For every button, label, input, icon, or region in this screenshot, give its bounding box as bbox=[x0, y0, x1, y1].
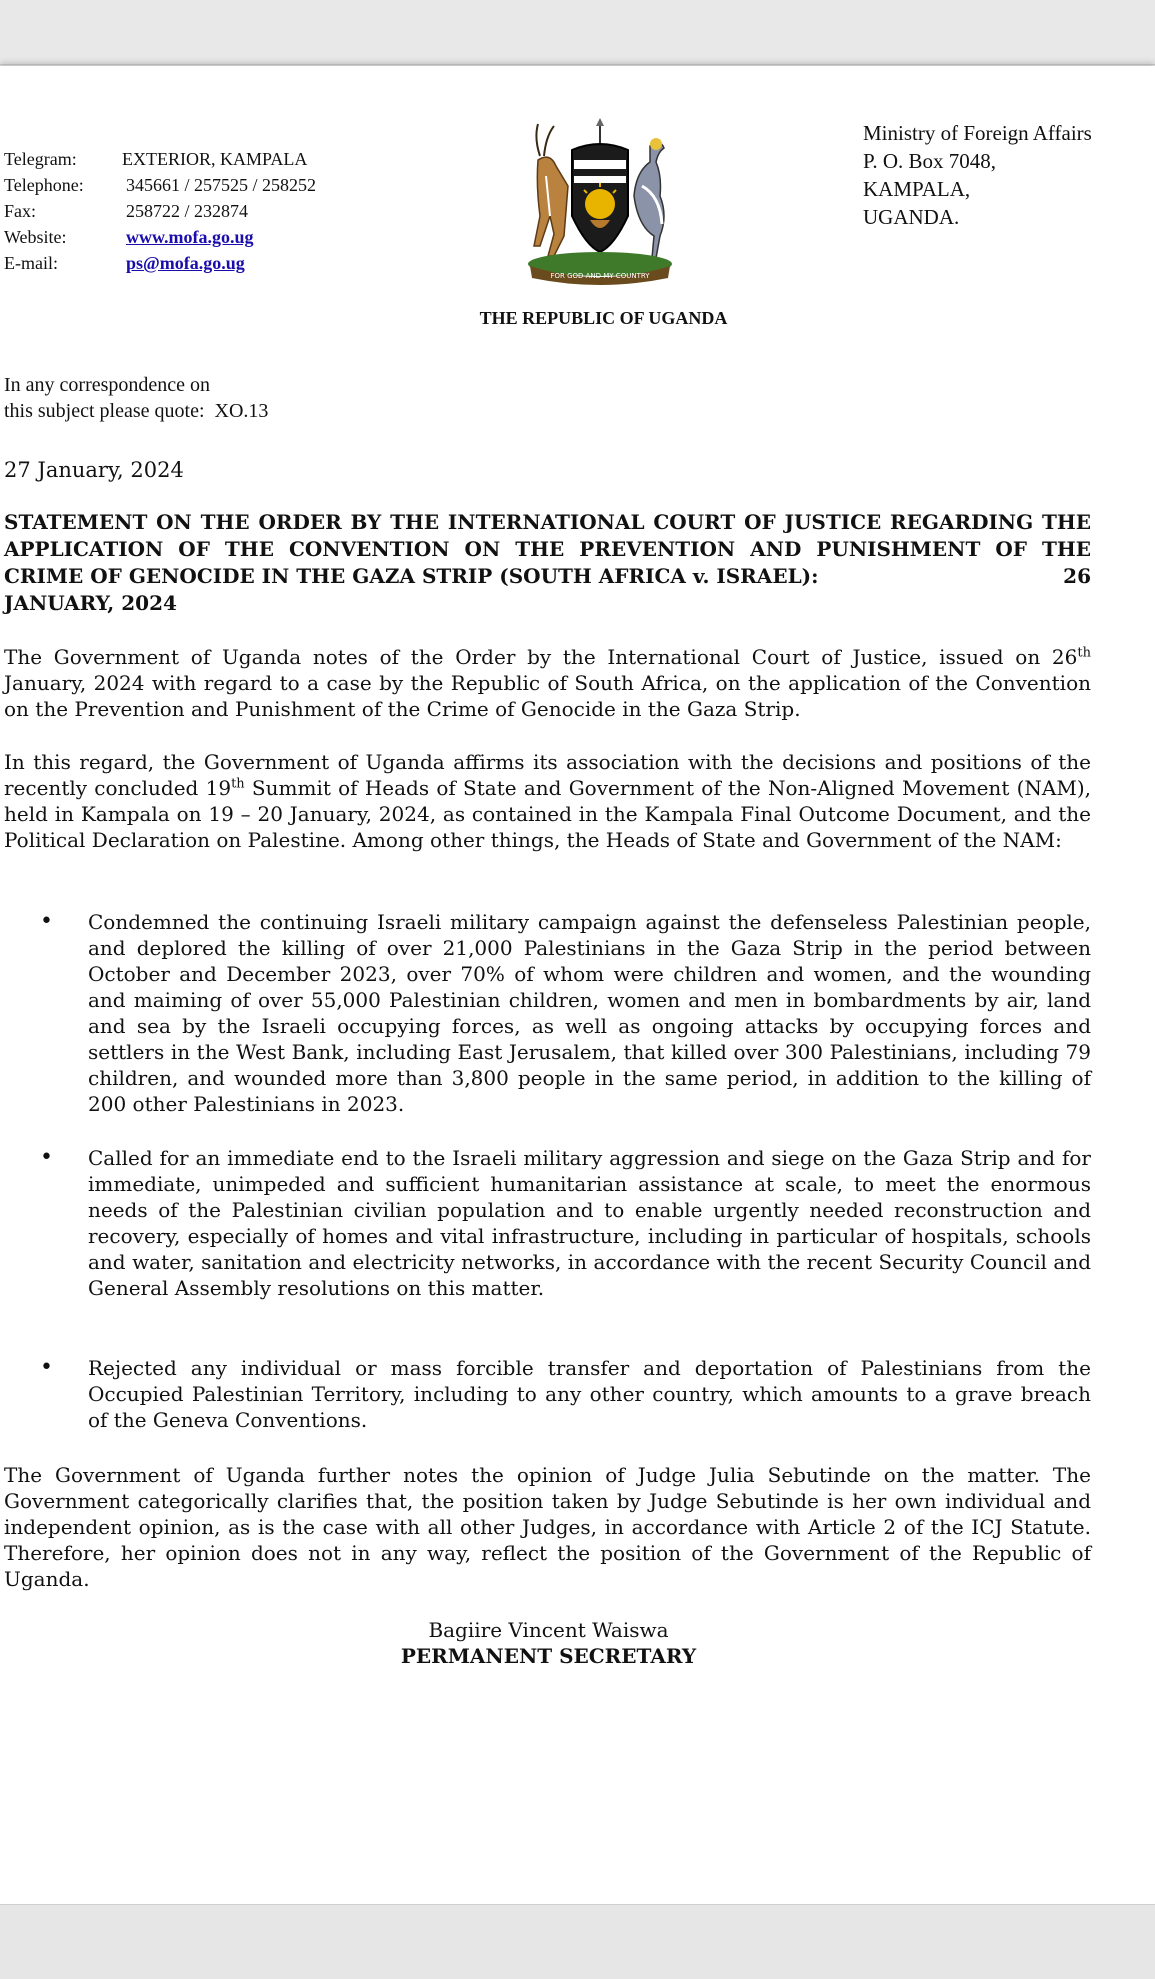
bullet-text: Rejected any individual or mass forcible transfer and deportation of Palestinians from the Occupied Palestinian Territory, including to any other country, which amounts to a grave breach of the Geneva Conventions. bbox=[88, 1356, 1091, 1432]
bullet-icon: • bbox=[40, 1355, 53, 1380]
signatory-name: Bagiire Vincent Waiswa bbox=[428, 1618, 669, 1642]
paragraph-3: The Government of Uganda further notes the opinion of Judge Julia Sebutinde on the matter. The Government categorically clarifies that, the position taken by Judge Sebutinde is her own individual and independent opinion, as is the case with all other Judges, in accordance with Article 2 of the ICJ Statute. Therefore, her opinion does not in any way, reflect the position of the Government of the Republic of Uganda. bbox=[4, 1463, 1091, 1591]
address-line: P. O. Box 7048, bbox=[863, 149, 997, 173]
title-tail: JANUARY, 2024 bbox=[4, 591, 177, 615]
contact-email bbox=[4, 250, 316, 276]
signatory-title: PERMANENT SECRETARY bbox=[400, 1644, 697, 1668]
correspondence-line: In any correspondence on bbox=[4, 374, 211, 396]
bullet-item bbox=[40, 1145, 1091, 1301]
contact-telephone bbox=[4, 172, 316, 198]
paragraph-text: The Government of Uganda notes of the Order by the International Court of Justice, issued on 26 bbox=[4, 645, 1078, 669]
paragraph-text: January, 2024 with regard to a case by the Republic of South Africa, on the application of the Convention on the Prevention and Punishment of the Crime of Genocide in the Gaza Strip. bbox=[4, 671, 1091, 721]
uganda-coat-of-arms-icon bbox=[510, 116, 690, 288]
ordinal-suffix: th bbox=[1077, 645, 1091, 661]
contact-label: Fax: bbox=[4, 201, 37, 221]
contact-label: Telegram: bbox=[4, 149, 77, 169]
signature-block bbox=[0, 1617, 1097, 1669]
viewer-bottom-bar bbox=[0, 1904, 1155, 1979]
contact-block bbox=[4, 146, 316, 276]
bullet-text: Condemned the continuing Israeli military campaign against the defenseless Palestinian people, and deplored the killing of over 21,000 Palestinians in the Gaza Strip in the period between October and December 2023, over 70% of whom were children and women, and the wounding and maiming of over 55,000 Palestinian children, women and men in bombardments by air, land and sea by the Israeli occupying forces, as well as ongoing attacks by occupying forces and settlers in the West Bank, including East Jerusalem, that killed over 300 Palestinians, including 79 children, and wounded more than 3,800 people in the same period, in addition to the killing of 200 other Palestinians in 2023. bbox=[88, 910, 1091, 1116]
paragraph-text: In this regard, the Government of Uganda affirms its association with the decisions and positions of the recently concluded 19 bbox=[4, 750, 1091, 800]
address-line: Ministry of Foreign Affairs bbox=[863, 121, 1092, 145]
bullet-item bbox=[40, 909, 1091, 1117]
bullet-icon: • bbox=[40, 909, 53, 934]
contact-label: E-mail: bbox=[4, 253, 58, 273]
email-link[interactable]: ps@mofa.go.ug bbox=[126, 253, 245, 273]
contact-value: EXTERIOR, KAMPALA bbox=[122, 149, 308, 169]
statement-title bbox=[4, 509, 1091, 617]
address-line: KAMPALA, bbox=[863, 177, 971, 201]
paragraph-text: Summit of Heads of State and Government of the Non-Aligned Movement (NAM), held in Kampala on 19 – 20 January, 2024, as contained in the Kampala Final Outcome Document, and the Political Declaration on Palestine. Among other things, the Heads of State and Government of the NAM: bbox=[4, 776, 1091, 852]
correspondence-text: this subject please quote: bbox=[4, 400, 205, 422]
ministry-address bbox=[863, 119, 1092, 231]
contact-label: Website: bbox=[4, 227, 67, 247]
paragraph-1 bbox=[4, 644, 1091, 722]
contact-value: 258722 / 232874 bbox=[126, 201, 249, 221]
bullet-item bbox=[40, 1355, 1091, 1433]
contact-website bbox=[4, 224, 316, 250]
website-link[interactable]: www.mofa.go.ug bbox=[126, 227, 254, 247]
reference-number: XO.13 bbox=[214, 400, 269, 422]
title-main: STATEMENT ON THE ORDER BY THE INTERNATIONAL COURT OF JUSTICE REGARDING THE APPLICATION OF THE CONVENTION ON THE PREVENTION AND PUNISHMENT OF THE CRIME OF GENOCIDE IN THE GAZA STRIP (SOUTH AFRICA v. ISRAEL): bbox=[4, 510, 1091, 588]
contact-label: Telephone: bbox=[4, 175, 84, 195]
correspondence-line-2 bbox=[4, 398, 268, 424]
address-line: UGANDA. bbox=[863, 205, 960, 229]
correspondence-note bbox=[4, 372, 268, 424]
bullet-icon: • bbox=[40, 1145, 53, 1170]
republic-heading: THE REPUBLIC OF UGANDA bbox=[479, 308, 728, 328]
contact-value: 345661 / 257525 / 258252 bbox=[126, 175, 317, 195]
viewer-top-bar bbox=[0, 0, 1155, 65]
contact-telegram bbox=[4, 146, 316, 172]
contact-fax bbox=[4, 198, 316, 224]
bullet-text: Called for an immediate end to the Israeli military aggression and siege on the Gaza Strip and for immediate, unimpeded and sufficient humanitarian assistance at scale, to meet the enormous needs of the Palestinian civilian population and to enable urgently needed reconstruction and recovery, especially of homes and vital infrastructure, including in particular of hospitals, schools and water, sanitation and electricity networks, in accordance with the recent Security Council and General Assembly resolutions on this matter. bbox=[88, 1146, 1091, 1300]
paragraph-2 bbox=[4, 749, 1091, 853]
title-day: 26 bbox=[1063, 564, 1091, 588]
coat-motto: FOR GOD AND MY COUNTRY bbox=[550, 272, 650, 280]
document-date: 27 January, 2024 bbox=[4, 458, 184, 482]
ordinal-suffix: th bbox=[231, 776, 245, 792]
